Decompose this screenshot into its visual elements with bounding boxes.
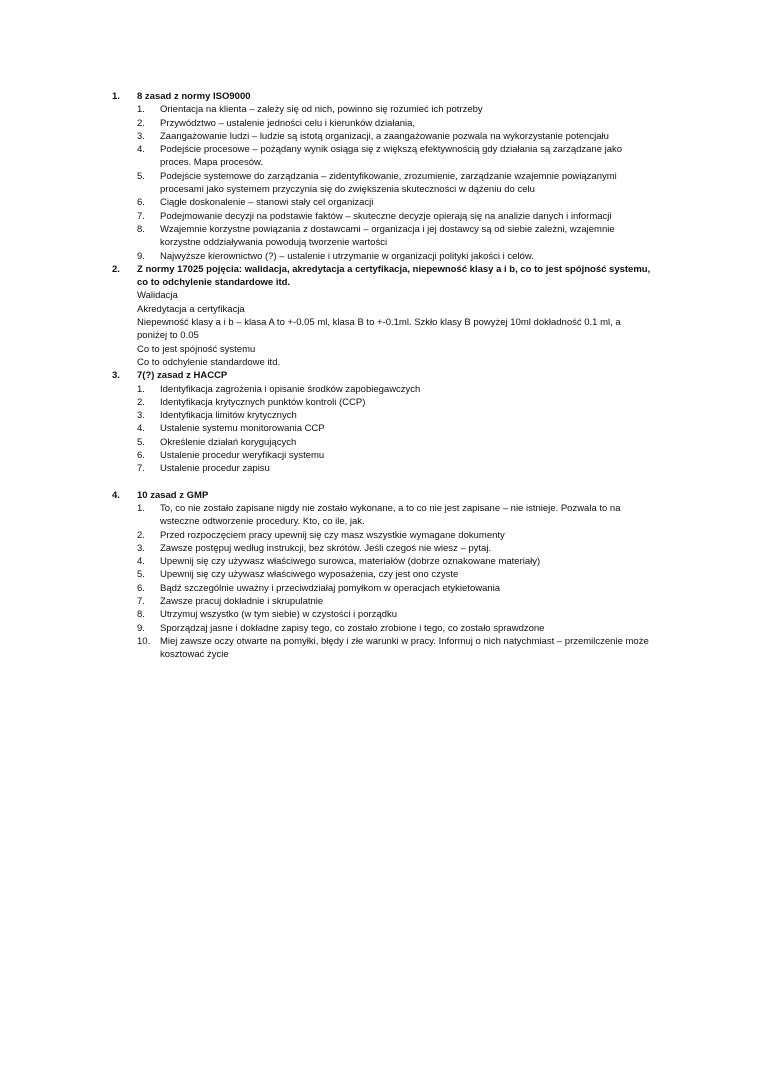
list-item [137, 250, 652, 263]
paragraph: Co to odchylenie standardowe itd. [137, 356, 281, 368]
item-text: Zawsze postępuj według instrukcji, bez skrótów. Jeśli czegoś nie wiesz – pytaj. [160, 542, 492, 554]
section-haccp [112, 369, 652, 475]
item-number: 3. [137, 130, 145, 142]
list-item [137, 170, 652, 197]
section-gmp [112, 489, 652, 662]
list-item [137, 449, 652, 462]
item-text: Przywództwo – ustalenie jedności celu i kierunków działania, [160, 117, 416, 129]
list-item [137, 595, 652, 608]
list-item [137, 529, 652, 542]
section-number: 1. [112, 91, 120, 102]
item-number: 4. [137, 423, 145, 435]
item-number: 1. [137, 104, 145, 116]
item-number: 1. [137, 502, 145, 514]
item-number: 3. [137, 410, 145, 422]
section-17025 [112, 263, 652, 369]
section-iso9000 [112, 90, 652, 263]
section-title: Z normy 17025 pojęcia: walidacja, akredytacja a certyfikacja, niepewność klasy a i b, co to jest spójność systemu, co to odchylenie standardowe itd. [137, 263, 651, 289]
item-number: 2. [137, 529, 145, 541]
section-title: 10 zasad z GMP [137, 489, 209, 501]
section-title: 7(?) zasad z HACCP [137, 370, 228, 382]
item-text: Ustalenie systemu monitorowania CCP [160, 423, 325, 435]
item-number: 2. [137, 117, 145, 129]
item-text: Upewnij się czy używasz właściwego wyposażenia, czy jest ono czyste [160, 569, 459, 581]
list-item [137, 130, 652, 143]
item-number: 6. [137, 197, 145, 209]
item-number: 6. [137, 450, 145, 462]
item-text: Ustalenie procedur weryfikacji systemu [160, 450, 325, 462]
section-title: 8 zasad z normy ISO9000 [137, 91, 251, 102]
list-item [137, 568, 652, 581]
section-number: 3. [112, 370, 120, 382]
item-number: 5. [137, 569, 145, 581]
list-item [137, 555, 652, 568]
paragraph: Akredytacja a certyfikacja [137, 303, 245, 315]
item-number: 4. [137, 144, 145, 156]
item-number: 8. [137, 223, 145, 235]
item-text: To, co nie zostało zapisane nigdy nie zostało wykonane, a to co nie jest zapisane – nie istnieje. Pozwala to na wsteczne odtworzenie procedury. Kto, co ile, jak. [160, 502, 621, 528]
list-item [137, 196, 652, 209]
section-number: 2. [112, 263, 120, 275]
item-text: Identyfikacja zagrożenia i opisanie środków zapobiegawczych [160, 383, 421, 395]
list-item [137, 608, 652, 621]
list-item [137, 210, 652, 223]
item-text: Upewnij się czy używasz właściwego surowca, materiałów (dobrze oznakowane materiały) [160, 556, 541, 568]
item-number: 5. [137, 170, 145, 182]
item-text: Podejście systemowe do zarządzania – zidentyfikowanie, zrozumienie, zarządzanie wzajemnie powiązanymi procesami jako systemem przyczynia się do zwiększenia skuteczności w dążeniu do celu [160, 170, 617, 196]
item-text: Wzajemnie korzystne powiązania z dostawcami – organizacja i jej dostawcy są od siebie zależni, wzajemnie korzystne oddziaływania powodują tworzenie wartości [160, 223, 615, 249]
list-item [137, 409, 652, 422]
list-item [137, 383, 652, 396]
paragraph: Walidacja [137, 290, 178, 302]
item-number: 4. [137, 556, 145, 568]
item-number: 6. [137, 582, 145, 594]
item-number: 7. [137, 595, 145, 607]
numbered-list [137, 383, 652, 476]
list-item [137, 143, 652, 170]
numbered-list [137, 502, 652, 662]
list-item [137, 396, 652, 409]
list-item [137, 422, 652, 435]
item-text: Utrzymuj wszystko (w tym siebie) w czystości i porządku [160, 609, 398, 621]
item-text: Sporządzaj jasne i dokładne zapisy tego, co zostało zrobione i tego, co zostało sprawdzone [160, 622, 545, 634]
item-number: 1. [137, 383, 145, 395]
item-text: Identyfikacja limitów krytycznych [160, 410, 297, 422]
item-number: 3. [137, 542, 145, 554]
list-item [137, 542, 652, 555]
paragraph: Niepewność klasy a i b – klasa A to +-0.05 ml, klasa B to +-0.1ml. Szkło klasy B powyżej 10ml dokładność 0.1 ml, a poniżej to 0.05 [137, 317, 621, 342]
list-item [137, 502, 652, 529]
item-number: 7. [137, 463, 145, 475]
list-item [137, 117, 652, 130]
item-text: Identyfikacja krytycznych punktów kontroli (CCP) [160, 396, 366, 408]
item-number: 8. [137, 609, 145, 621]
list-item [137, 223, 652, 250]
list-item [137, 635, 652, 662]
item-text: Bądź szczególnie uważny i przeciwdziałaj pomyłkom w operacjach etykietowania [160, 582, 501, 594]
item-text: Przed rozpoczęciem pracy upewnij się czy masz wszystkie wymagane dokumenty [160, 529, 505, 541]
list-item [137, 582, 652, 595]
item-text: Określenie działań korygujących [160, 436, 297, 448]
numbered-list [137, 103, 652, 263]
section-number: 4. [112, 489, 120, 501]
item-number: 10. [137, 635, 151, 647]
item-number: 9. [137, 622, 145, 634]
item-text: Ustalenie procedur zapisu [160, 463, 270, 475]
item-text: Podejmowanie decyzji na podstawie faktów – skuteczne decyzje opierają się na analizie danych i informacji [160, 210, 612, 222]
item-text: Miej zawsze oczy otwarte na pomyłki, błędy i złe warunki w pracy. Informuj o nich natychmiast – przemilczenie może kosztować życie [160, 635, 649, 661]
paragraph: Co to jest spójność systemu [137, 343, 256, 355]
list-item [137, 462, 652, 475]
item-number: 2. [137, 396, 145, 408]
list-item [137, 103, 652, 116]
item-text: Ciągłe doskonalenie – stanowi stały cel organizacji [160, 197, 374, 209]
item-text: Orientacja na klienta – zależy się od nich, powinno się rozumieć ich potrzeby [160, 104, 483, 116]
item-number: 5. [137, 436, 145, 448]
item-text: Zawsze pracuj dokładnie i skrupulatnie [160, 595, 324, 607]
item-text: Najwyższe kierownictwo (?) – ustalenie i utrzymanie w organizacji polityki jakości i celów. [160, 250, 534, 262]
item-text: Zaangażowanie ludzi – ludzie są istotą organizacji, a zaangażowanie pozwala na wykorzystanie potencjału [160, 130, 609, 142]
document-content [112, 90, 652, 661]
list-item [137, 622, 652, 635]
item-number: 9. [137, 250, 145, 262]
list-item [137, 436, 652, 449]
item-text: Podejście procesowe – pożądany wynik osiąga się z większą efektywnością gdy działania są zarządzane jako proces. Mapa procesów. [160, 144, 623, 169]
item-number: 7. [137, 210, 145, 222]
